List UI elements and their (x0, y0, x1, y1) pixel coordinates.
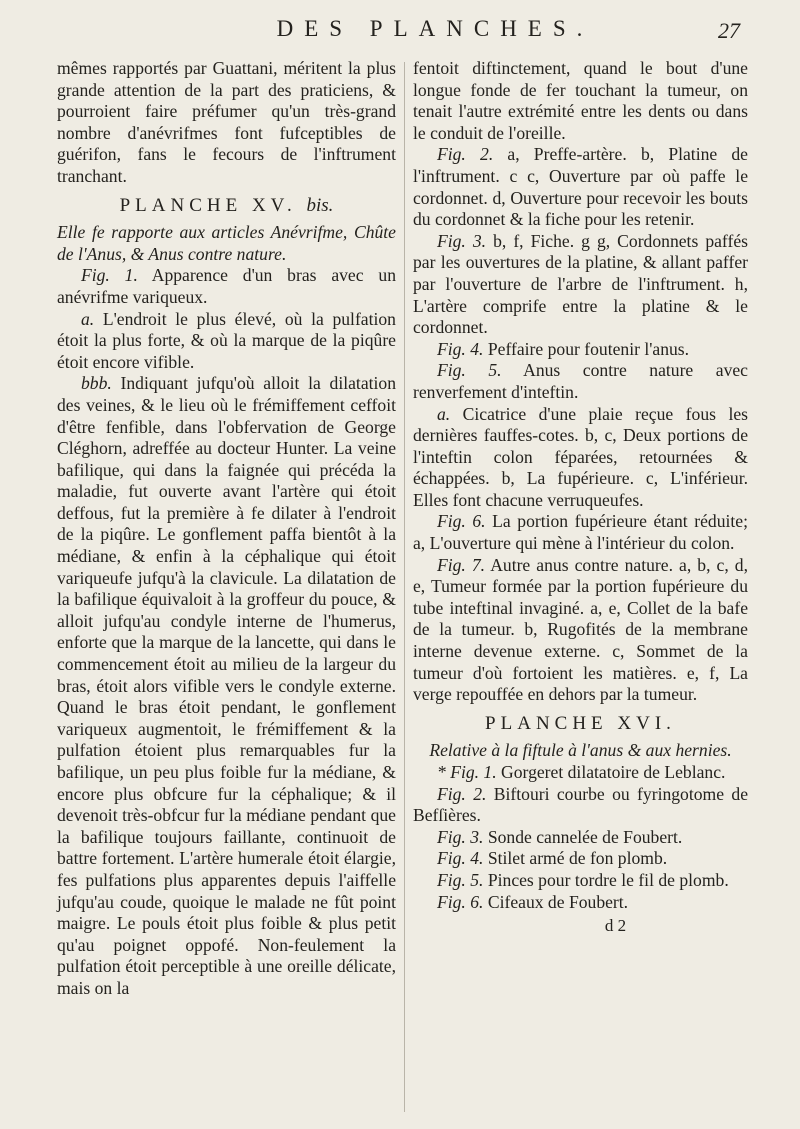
plate-subtitle: Elle fe rapporte aux articles Anévrifme, Chûte de l'Anus, & Anus contre nature. (57, 222, 396, 264)
figure-text: Apparence d'un bras avec un anévrifme variqueux. (57, 265, 396, 307)
figure-label: Fig. 5. (437, 360, 502, 381)
figure-entry (413, 892, 748, 914)
figure-text: b, f, Fiche. g g, Cordonnets paffés par les ouvertures de la platine, & allant paffer par l'ouverture de l'arbre de l'inftrument. h, L'artère comprife entre la platine & le cordonnet. (413, 230, 748, 338)
figure-label: Fig. 6. (437, 511, 486, 532)
figure-label: Fig. 6. (437, 891, 484, 912)
figure-label: Fig. 4. (437, 848, 484, 869)
figure-text: Cicatrice d'une plaie reçue fous les dernières fauffes-cotes. b, c, Deux portions de l'inteftin colon féparées, retournées & échappées. b, La fupérieure. c, L'inférieur. Elles font chacune verruqueufes. (413, 403, 748, 510)
figure-label: Fig. 2. (437, 144, 494, 165)
figure-entry (413, 231, 748, 339)
figure-text: Cifeaux de Foubert. (487, 891, 629, 912)
paragraph: mêmes rapportés par Guattani, méritent la plus grande attention de la part des praticiens, & pourroient faire préfumer qu'un très-grand nombre d'anévrifmes font fufceptibles de guérifon, fans le fecours de l'inftrument tranchant. (57, 58, 396, 186)
figure-label: Fig. 7. (437, 554, 486, 575)
figure-label: Fig. 5. (437, 869, 484, 890)
figure-label: * Fig. 1. (437, 762, 497, 782)
page-header (0, 16, 800, 50)
plate-heading-text: PLANCHE XV. (119, 194, 297, 216)
signature-mark: d 2 (604, 916, 627, 936)
figure-text: L'endroit le plus élevé, où la pulfation étoit la plus forte, & où la marque de la piqûre étoit encore vifible. (57, 308, 396, 372)
figure-text: Peffaire pour foutenir l'anus. (487, 338, 690, 359)
left-column (57, 58, 396, 1000)
running-title: DES PLANCHES. (276, 16, 594, 41)
figure-label: Fig. 1. (81, 265, 138, 286)
figure-entry (413, 144, 748, 230)
figure-text: Indiquant jufqu'où alloit la dilatation des veines, & le lieu où le frémiffement ceffoit d'être fenfible, dans l'obfervation de George Cléghorn, adreffée au docteur Hunter. La veine bafilique, qui dans la faignée qui précéda la maladie, fut ouverte avant l'artère qui étoit deffous, fut la première à fe dilater à l'endroit de la piqûre. Le gonflement paffa bientôt à la médiane, & enfin à la céphalique qui étoit variqueufe jufqu'à la clavicule. La dilatation de la bafilique équivaloit à la groffeur du pouce, & alloit jufqu'au condyle interne de l'humerus, enforte que la marque de la lancette, qui dans le commencement étoit au milieu de la largeur du bras, étoit alors vifible vers le condyle externe. Quand le bras étoit pendant, le gonflement variqueux augmentoit, le frémiffement & la pulfation étoient plus remarquables fur la bafilique, un peu plus foible fur la médiane, & encore plus obfcure fur la céphalique; & il devenoit très-obfcur fur la médiane pendant que la bafilique toujours faillante, continuoit de battre fortement. L'artère humerale étoit élargie, fes pulfations plus apparentes depuis l'aiffelle jufqu'au coude, quoique le malade ne fût point maigre. Le pouls étoit plus foible & plus petit qu'au poignet oppofé. Non-feulement la pulfation étoit perceptible à une oreille délicate, mais on la (57, 373, 396, 998)
figure-entry (413, 848, 748, 870)
figure-text: Biftouri courbe ou fyringotome de Befſières. (413, 783, 748, 826)
figure-entry (413, 511, 748, 554)
figure-entry (57, 309, 396, 374)
plate-subtitle: Relative à la fiftule à l'anus & aux hernies. (429, 740, 732, 761)
figure-label: Fig. 3. (437, 826, 484, 847)
figure-text: a, Preffe-artère. b, Platine de l'inftrument. c c, Ouverture par où paffe le cordonnet. d, Ouverture pour recevoir les bouts du cordonnet & la fiche pour les retenir. (413, 144, 748, 230)
figure-label: Fig. 2. (437, 783, 487, 804)
figure-entry (413, 762, 748, 784)
figure-text: Anus contre nature avec renverfement d'inteftin. (413, 360, 748, 402)
right-column (413, 58, 748, 937)
figure-entry (57, 373, 396, 999)
plate-heading: PLANCHE XVI. (485, 712, 676, 734)
figure-entry (413, 827, 748, 849)
column-divider (404, 62, 405, 1112)
figure-label: bbb. (81, 373, 112, 394)
figure-text: Sonde cannelée de Foubert. (487, 826, 683, 847)
figure-text: Gorgeret dilatatoire de Leblanc. (501, 762, 726, 782)
figure-label: Fig. 3. (437, 230, 487, 251)
figure-entry (413, 404, 748, 512)
figure-text: La portion fupérieure étant réduite; a, L'ouverture qui mène à l'intérieur du colon. (413, 511, 748, 554)
figure-label: a. (81, 308, 95, 329)
figure-entry (413, 339, 748, 361)
figure-label: Fig. 4. (437, 338, 484, 359)
figure-entry (57, 265, 396, 308)
paragraph: fentoit diftinctement, quand le bout d'une longue fonde de fer touchant la tumeur, on tenait l'autre extrémité entre les dents ou dans le conduit de l'oreille. (413, 58, 748, 143)
figure-text: Autre anus contre nature. a, b, c, d, e, Tumeur formée par la portion fupérieure du tube inteftinal invaginé. a, e, Collet de la bafe de la tumeur. b, Rugofités de la membrane interne devenue externe. c, Sommet de la tumeur d'où fortoient les matières. e, f, La verge repouffée en dehors par la tumeur. (413, 554, 748, 705)
figure-entry (413, 555, 748, 706)
plate-heading-bis: bis. (306, 194, 334, 216)
figure-entry (413, 360, 748, 403)
figure-text: Stilet armé de fon plomb. (487, 848, 668, 869)
figure-label: a. (437, 403, 451, 424)
plate-heading (57, 195, 396, 217)
figure-text: Pinces pour tordre le fil de plomb. (487, 869, 729, 890)
figure-entry (413, 784, 748, 827)
page-number: 27 (718, 18, 740, 43)
figure-entry (413, 870, 748, 892)
